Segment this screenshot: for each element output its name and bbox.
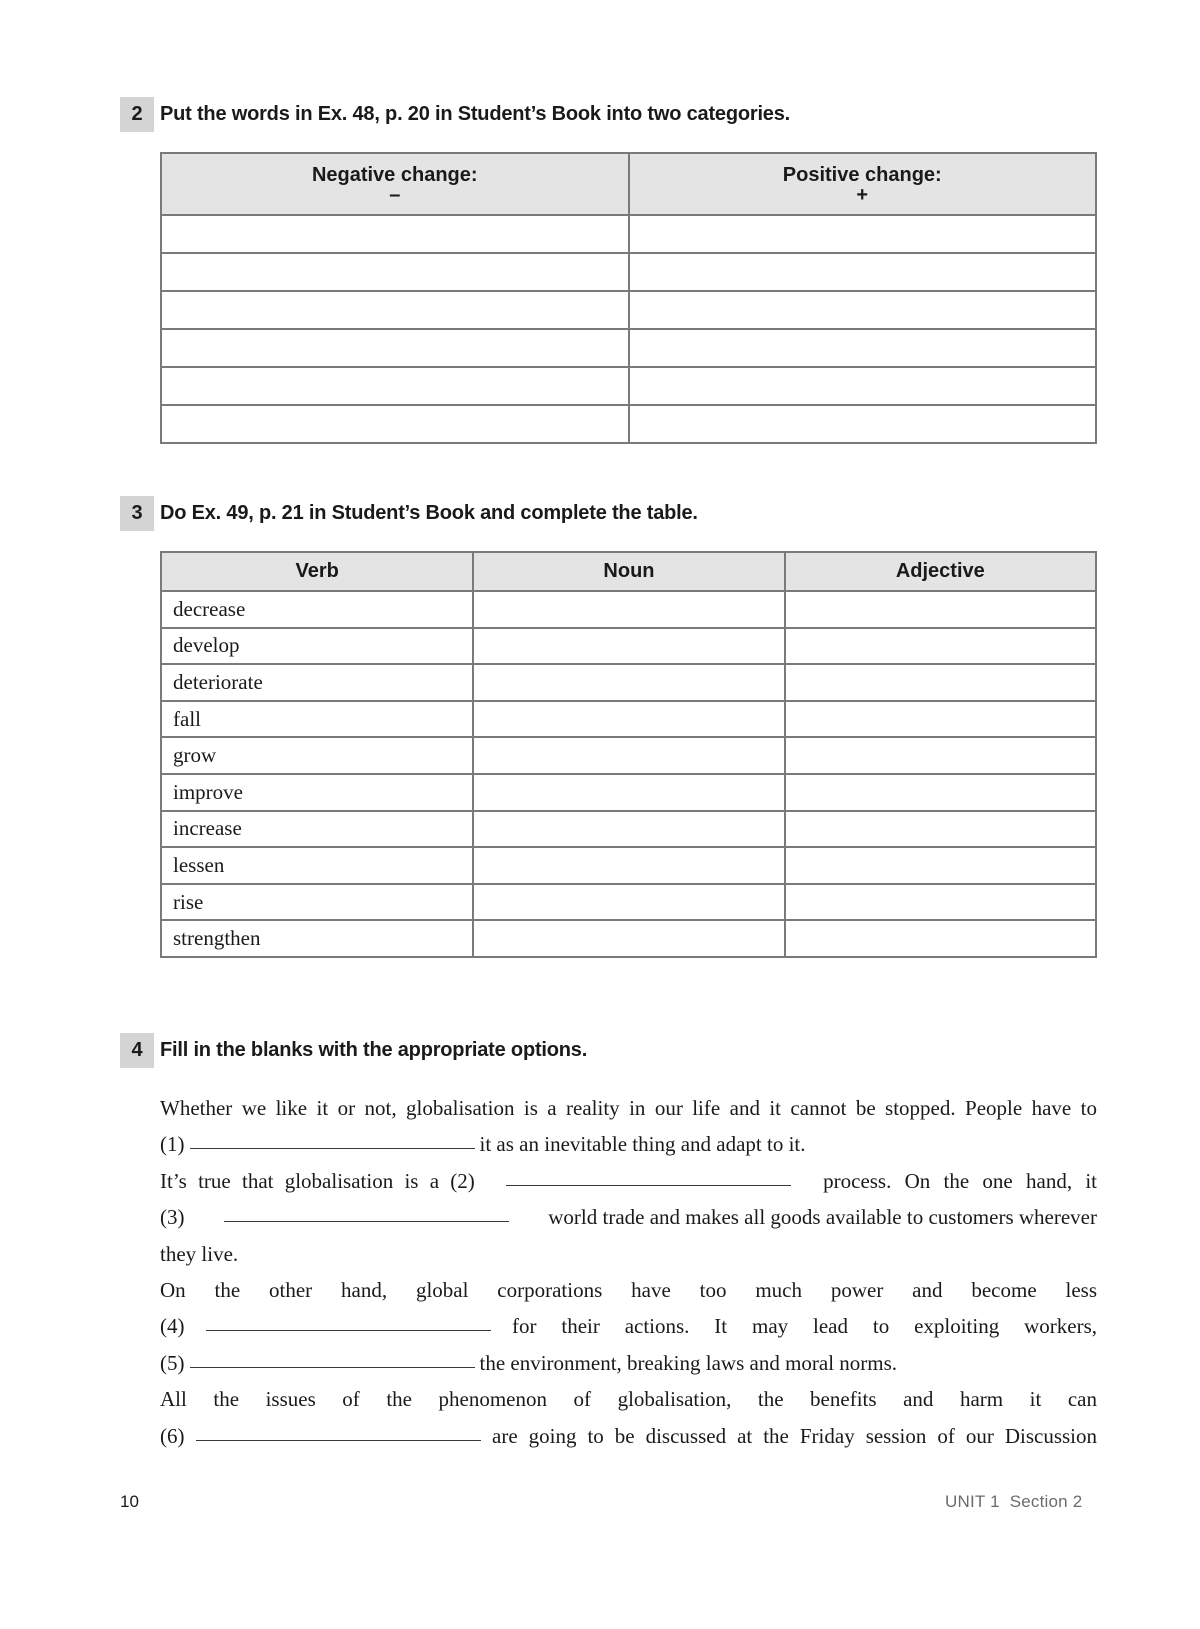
- column-label: Negative change:: [311, 164, 478, 186]
- adjective-answer-cell[interactable]: [785, 591, 1096, 628]
- text-segment: it as an inevitable thing and adapt to it.: [479, 1132, 806, 1157]
- verb-cell: develop: [161, 628, 473, 665]
- verb-cell: grow: [161, 737, 473, 774]
- text-segment: On the other hand, global corporations have too much power and become less: [160, 1277, 1097, 1302]
- exercise-3-header: [120, 496, 698, 531]
- text-segment: are going to be discussed at the Friday session of our Discussion: [492, 1423, 1097, 1448]
- table-row: [161, 664, 1096, 701]
- blank-5-input[interactable]: [190, 1345, 475, 1368]
- text-segment: Whether we like it or not, globalisation is a reality in our life and it cannot be stopped. People have to: [160, 1096, 1097, 1120]
- unit-section-label: [945, 1492, 1082, 1512]
- table-header-row: [161, 552, 1096, 591]
- verb-cell: decrease: [161, 591, 473, 628]
- noun-answer-cell[interactable]: [473, 664, 784, 701]
- verb-cell: improve: [161, 774, 473, 811]
- unit-label: UNIT 1: [945, 1492, 1000, 1511]
- minus-symbol: –: [389, 184, 401, 206]
- adjective-answer-cell[interactable]: [785, 811, 1096, 848]
- answer-cell-negative[interactable]: [161, 215, 629, 253]
- text-segment: process. On the one hand, it: [823, 1168, 1097, 1193]
- verb-cell: strengthen: [161, 920, 473, 957]
- noun-answer-cell[interactable]: [473, 884, 784, 921]
- answer-cell-negative[interactable]: [161, 329, 629, 367]
- adjective-answer-cell[interactable]: [785, 884, 1096, 921]
- noun-answer-cell[interactable]: [473, 774, 784, 811]
- noun-answer-cell[interactable]: [473, 811, 784, 848]
- blank-3-input[interactable]: [224, 1199, 509, 1222]
- blank-number-1: (1): [160, 1132, 185, 1157]
- table-row: [161, 701, 1096, 738]
- column-header-noun: Noun: [473, 552, 784, 591]
- verb-cell: rise: [161, 884, 473, 921]
- verb-cell: deteriorate: [161, 664, 473, 701]
- blank-number-5: (5): [160, 1350, 185, 1375]
- text-line: [160, 1163, 1097, 1199]
- section-label: Section 2: [1009, 1492, 1083, 1511]
- exercise-instruction: Put the words in Ex. 48, p. 20 in Student’s Book into two categories.: [160, 103, 790, 125]
- answer-cell-negative[interactable]: [161, 367, 629, 405]
- text-segment: All the issues of the phenomenon of globalisation, the benefits and harm it can: [160, 1387, 1097, 1412]
- plus-symbol: +: [856, 184, 869, 206]
- adjective-answer-cell[interactable]: [785, 847, 1096, 884]
- text-line: [160, 1236, 1097, 1272]
- blank-number-6: (6): [160, 1423, 185, 1448]
- blank-number-4: (4): [160, 1314, 185, 1339]
- answer-cell-negative[interactable]: [161, 405, 629, 443]
- table-row: [161, 215, 1096, 253]
- table-row: [161, 774, 1096, 811]
- table-row: [161, 811, 1096, 848]
- table-row: [161, 628, 1096, 665]
- text-line: [160, 1126, 1097, 1162]
- blank-number-3: (3): [160, 1205, 185, 1230]
- exercise-4-header: [120, 1033, 587, 1068]
- answer-cell-negative[interactable]: [161, 253, 629, 291]
- text-line: [160, 1345, 1097, 1381]
- noun-answer-cell[interactable]: [473, 701, 784, 738]
- table-row: [161, 737, 1096, 774]
- table-header-row: [161, 153, 1096, 215]
- answer-cell-positive[interactable]: [629, 215, 1097, 253]
- exercise-instruction: Fill in the blanks with the appropriate options.: [160, 1039, 588, 1061]
- blank-1-input[interactable]: [190, 1126, 475, 1149]
- text-segment: the environment, breaking laws and moral norms.: [479, 1350, 898, 1375]
- column-header-negative: [161, 153, 629, 215]
- adjective-answer-cell[interactable]: [785, 774, 1096, 811]
- text-segment: world trade and makes all goods available to customers wherever: [548, 1205, 1097, 1230]
- categories-table: [160, 152, 1097, 444]
- noun-answer-cell[interactable]: [473, 737, 784, 774]
- text-line: [160, 1381, 1097, 1417]
- exercise-number-badge: 3: [120, 496, 154, 531]
- text-segment: It’s true that globalisation is a (2): [160, 1168, 475, 1193]
- table-row: [161, 329, 1096, 367]
- noun-answer-cell[interactable]: [473, 847, 784, 884]
- adjective-answer-cell[interactable]: [785, 628, 1096, 665]
- table-row: [161, 405, 1096, 443]
- answer-cell-positive[interactable]: [629, 367, 1097, 405]
- column-header-adjective: Adjective: [785, 552, 1096, 591]
- text-segment: they live.: [160, 1241, 239, 1266]
- text-line: [160, 1308, 1097, 1344]
- table-row: [161, 291, 1096, 329]
- text-line: [160, 1272, 1097, 1308]
- table-row: [161, 253, 1096, 291]
- table-row: [161, 920, 1096, 957]
- exercise-instruction: Do Ex. 49, p. 21 in Student’s Book and complete the table.: [160, 502, 698, 524]
- blank-6-input[interactable]: [196, 1418, 481, 1441]
- adjective-answer-cell[interactable]: [785, 701, 1096, 738]
- table-row: [161, 847, 1096, 884]
- answer-cell-positive[interactable]: [629, 329, 1097, 367]
- answer-cell-negative[interactable]: [161, 291, 629, 329]
- verb-cell: fall: [161, 701, 473, 738]
- column-header-verb: Verb: [161, 552, 473, 591]
- column-label: Positive change:: [782, 164, 942, 186]
- table-row: [161, 884, 1096, 921]
- text-line: [160, 1418, 1097, 1454]
- word-forms-table: [160, 551, 1097, 958]
- noun-answer-cell[interactable]: [473, 920, 784, 957]
- exercise-2-header: [120, 97, 790, 132]
- noun-answer-cell[interactable]: [473, 628, 784, 665]
- noun-answer-cell[interactable]: [473, 591, 784, 628]
- adjective-answer-cell[interactable]: [785, 920, 1096, 957]
- answer-cell-positive[interactable]: [629, 291, 1097, 329]
- exercise-number-badge: 4: [120, 1033, 154, 1068]
- exercise-number-badge: 2: [120, 97, 154, 132]
- answer-cell-positive[interactable]: [629, 405, 1097, 443]
- adjective-answer-cell[interactable]: [785, 664, 1096, 701]
- verb-cell: lessen: [161, 847, 473, 884]
- blank-4-input[interactable]: [206, 1308, 491, 1331]
- column-header-positive: [629, 153, 1097, 215]
- text-line: [160, 1199, 1097, 1235]
- answer-cell-positive[interactable]: [629, 253, 1097, 291]
- table-row: [161, 367, 1096, 405]
- verb-cell: increase: [161, 811, 473, 848]
- table-row: [161, 591, 1096, 628]
- text-segment: for their actions. It may lead to exploiting workers,: [512, 1314, 1097, 1339]
- gap-fill-paragraph: [160, 1090, 1097, 1454]
- adjective-answer-cell[interactable]: [785, 737, 1096, 774]
- text-line: [160, 1090, 1097, 1126]
- blank-2-input[interactable]: [506, 1163, 791, 1186]
- page-number: 10: [120, 1492, 139, 1511]
